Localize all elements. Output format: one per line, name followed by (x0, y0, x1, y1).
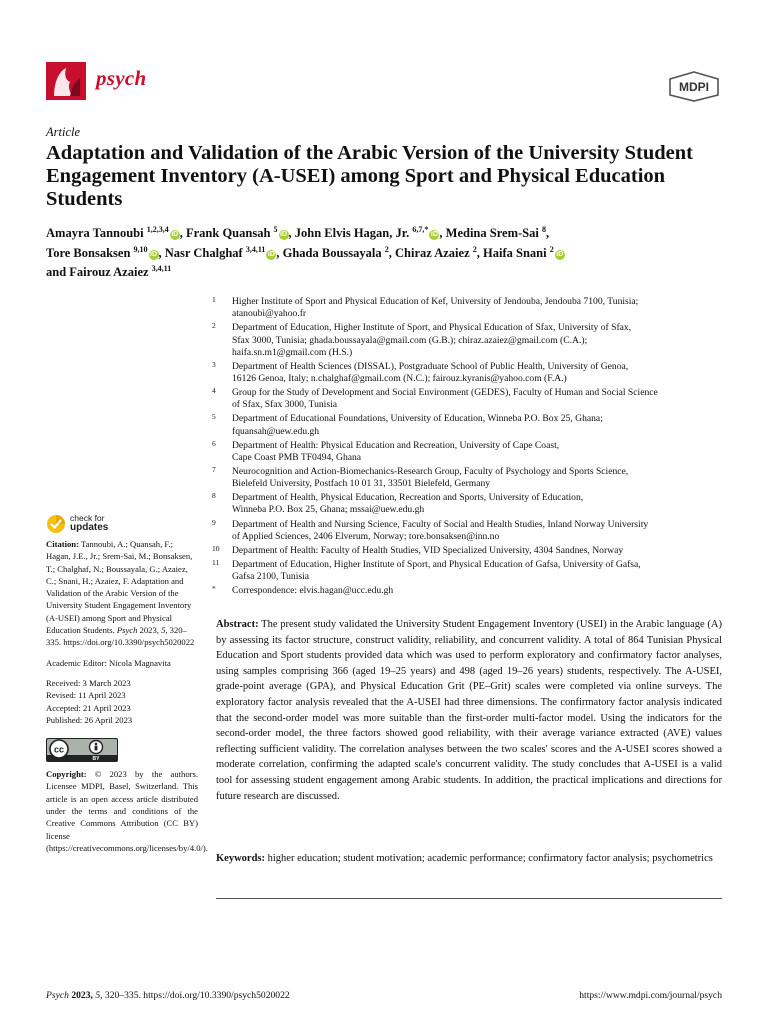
affiliation-line: Department of Education, Higher Institute of Sport, and Physical Education of Gafsa, University of Gafsa, (232, 558, 641, 570)
author-name: Ghada Boussayala (282, 245, 382, 260)
check-for-updates-text (70, 513, 108, 533)
published-date: Published: 26 April 2023 (46, 714, 133, 725)
affiliation-line: Correspondence: elvis.hagan@ucc.edu.gh (232, 585, 394, 597)
author-name: Haifa Snani (483, 245, 547, 260)
affiliation-number: * (212, 584, 216, 594)
footer-citation: Psych 2023, 5, 320–335. https://doi.org/10.3390/psych5020022 (46, 990, 290, 1001)
author-name: John Elvis Hagan, Jr. (294, 226, 410, 241)
citation-pages: , 320–335. https://doi.org/10.3390/psych5020022 (46, 625, 195, 648)
affiliation-line: Department of Health Sciences (DISSAL), Postgraduate School of Public Health, University of Genoa, (232, 360, 629, 372)
affiliation-line: of Sfax, Sfax 3000, Tunisia (232, 399, 338, 411)
article-type: Article (46, 125, 81, 139)
affiliation-line: fquansah@uew.edu.gh (232, 425, 320, 437)
affiliation-line: haifa.sn.m1@gmail.com (H.S.) (232, 346, 353, 358)
affiliation-line: Department of Educational Foundations, University of Education, Winneba P.O. Box 25, Ghana; (232, 413, 603, 425)
affiliation-item (212, 559, 732, 583)
affiliation-line: of Applied Sciences, 2406 Elverum, Norway; tore.bonsaksen@inn.no (232, 530, 500, 542)
author-name: Chiraz Azaiez (395, 245, 470, 260)
affiliation-line: Neurocognition and Action-Biomechanics-Research Group, Faculty of Psychology and Sports Science, (232, 465, 629, 477)
affiliation-item (212, 322, 732, 359)
affiliation-item (212, 466, 732, 490)
orcid-icon[interactable]: iD (267, 250, 275, 258)
author-item (186, 226, 289, 240)
academic-editor: Academic Editor: Nicola Magnavita (46, 657, 171, 668)
abstract (216, 617, 722, 804)
orcid-icon[interactable]: iD (280, 231, 288, 239)
affiliation-line: 16126 Genoa, Italy; n.chalghaf@gmail.com (N.C.); fairouz.kyranis@yahoo.com (F.A.) (232, 373, 567, 384)
keywords (216, 851, 722, 867)
affiliation-line: Bielefeld University, Postfach 10 01 31, 33501 Bielefeld, Germany (232, 478, 491, 490)
check-for-label: check for (70, 513, 105, 523)
updates-label: updates (70, 522, 109, 533)
affiliations (212, 296, 732, 599)
copyright-notice (46, 768, 208, 854)
affiliation-line: Sfax 3000, Tunisia; ghada.boussayala@gmail.com (G.B.); chiraz.azaiez@gmail.com (C.A.); (232, 334, 588, 346)
affiliation-number: 11 (212, 557, 220, 567)
affiliation-line: atanoubi@yahoo.fr (232, 308, 307, 320)
author-name: Tore Bonsaksen (46, 245, 131, 260)
author-affiliation-marker: 1,2,3,4 (146, 225, 169, 234)
affiliation-item (212, 361, 732, 385)
orcid-icon[interactable]: iD (150, 250, 158, 258)
received-date: Received: 3 March 2023 (46, 677, 131, 688)
copyright-text: © 2023 by the authors. Licensee MDPI, Basel, Switzerland. This article is an open access article distributed under the terms and conditions of the Creative Commons Attribution (CC BY) license (https://creativecommons.org/licenses/by/4.0/). (46, 769, 208, 853)
author-item (165, 246, 277, 260)
affiliation-number: 1 (212, 295, 216, 304)
affiliation-item (212, 413, 732, 437)
footer-journal-url[interactable]: https://www.mdpi.com/journal/psych (579, 990, 722, 1001)
author-item (395, 246, 477, 260)
affiliation-item (212, 492, 732, 516)
journal-name: psych (96, 66, 147, 90)
affiliation-line: Winneba P.O. Box 25, Ghana; mssai@uew.edu.gh (232, 504, 425, 516)
author-name: Medina Srem-Sai (445, 226, 539, 241)
abstract-text: The present study validated the University Student Engagement Inventory (USEI) in the Arabic language (A) by assessing its factor structure, construct validity, reliability, and concurrent validity. A total of 864 Tunisian Physical Education and Sport students provided data which was used to perform exploratory and confirmatory factor analyses, using samples comprising 366 (aged 19–25 years) and 498 (aged 19–26 years) students, respectively. The A-USEI, grade-point average (GPA), and Physical Education Grit (PE–Grit) scales were completed via online surveys. The exploratory factor analysis revealed that the A-USEI had three dimensions. The confirmatory factor analysis indicated that the second-order model was more suitable than the first-order multi-factor model. Using the indicators for the second-order model, the three factors showed good reliability, with their average variance extracted (AVE) values reflecting sufficient validity. The correlation analyses between the two scales' scores and the A-USEI scores showed a moderate correlation, confirming the adapted scale's concurrent validity. The study concludes that A-USEI is a valid tool for assessing student engagement among Arabic students. In addition, the practical implications and directions for future research are discussed. (216, 619, 722, 802)
sidebar (46, 538, 208, 854)
author-affiliation-marker: 3,4,11 (245, 244, 266, 254)
affiliation-line: Department of Health: Faculty of Health Studies, VID Specialized University, 4304 Sandnes, Norway (232, 544, 624, 556)
section-divider (216, 898, 722, 899)
affiliation-line: Cape Coast PMB TF0494, Ghana (232, 451, 362, 463)
footer-doi: , 320–335. https://doi.org/10.3390/psych5020022 (100, 990, 290, 1001)
affiliation-line: Gafsa 2100, Tunisia (232, 571, 310, 583)
citation: Citation: Tannoubi, A.; Quansah, F.; Hagan, J.E., Jr.; Srem-Sai, M.; Bonsaksen, T.; Chalghaf, N.; Boussayala, G.; Azaiez, C.; Snani, H.; Azaiez, F. Adaptation and Validation of the Arabic Version of the University Student Engagement Inventory (A-USEI) among Sport and Physical Education Students. Psych 2023, 5, 320–335. https://doi.org/10.3390/psych5020022 (46, 539, 195, 648)
author-name: Nasr Chalghaf (164, 245, 243, 260)
affiliation-number: 4 (212, 386, 216, 396)
author-item (283, 246, 389, 260)
author-affiliation-marker: 2 (549, 244, 554, 254)
orcid-icon[interactable]: iD (171, 231, 179, 239)
affiliation-item (212, 545, 732, 557)
affiliation-number: 7 (212, 464, 216, 474)
mdpi-logo-icon (666, 70, 722, 102)
orcid-icon[interactable]: iD (430, 231, 438, 239)
affiliation-number: 3 (212, 359, 216, 369)
check-for-updates-icon (46, 514, 66, 534)
article-title: Adaptation and Validation of the Arabic Version of the University Student Engagement Inventory (A-USEI) among Sport and Physical Education Students (46, 142, 693, 210)
author-item (69, 265, 171, 279)
author-affiliation-marker: 9,10 (133, 244, 148, 254)
orcid-icon[interactable]: iD (556, 250, 564, 258)
keywords-text: higher education; student motivation; academic performance; confirmatory factor analysis; psychometrics (265, 853, 713, 864)
author-affiliation-marker: 5 (273, 225, 278, 234)
affiliation-item (212, 585, 732, 597)
affiliation-number: 9 (212, 517, 216, 527)
affiliation-line: Department of Education, Higher Institute of Sport, and Physical Education of Sfax, University of Sfax, (232, 322, 632, 334)
author-and: and (46, 265, 67, 280)
author-item (483, 246, 565, 260)
journal-logo-icon (46, 62, 86, 100)
author-affiliation-marker: 3,4,11 (151, 264, 172, 274)
cc-by-text: BY (92, 756, 100, 763)
revised-date: Revised: 11 April 2023 (46, 690, 126, 701)
keywords-label: Keywords: (216, 853, 265, 864)
affiliation-item (212, 440, 732, 464)
affiliation-item (212, 296, 732, 320)
affiliation-line: Department of Health, Physical Education, Recreation and Sports, University of Education, (232, 492, 584, 504)
citation-text: Tannoubi, A.; Quansah, F.; Hagan, J.E., Jr.; Srem-Sai, M.; Bonsaksen, T.; Chalghaf, N.; Boussayala, G.; Azaiez, C.; Snani, H.; Azaiez, F. Adaptation and Validation of the Arabic Version of the University Student Engagement Inventory (A-USEI) among Sport and Physical Education Students. (46, 539, 193, 636)
cc-by-license-icon[interactable] (46, 738, 118, 762)
affiliation-number: 10 (212, 543, 220, 553)
citation-label: Citation: (46, 539, 79, 549)
author-affiliation-marker: 2 (472, 244, 477, 254)
affiliation-number: 6 (212, 438, 216, 448)
svg-text:cc: cc (53, 744, 65, 755)
affiliation-item (212, 387, 732, 411)
author-item (46, 226, 180, 240)
affiliation-item (212, 519, 732, 543)
affiliation-number: 2 (212, 321, 216, 331)
affiliation-line: Department of Health: Physical Education and Recreation, University of Cape Coast, (232, 439, 560, 451)
accepted-date: Accepted: 21 April 2023 (46, 702, 131, 713)
author-name: Fairouz Azaiez (69, 265, 149, 280)
affiliation-line: Department of Health and Nursing Science, Faculty of Social and Health Studies, Inland Norway University (232, 518, 649, 530)
author-name: Amayra Tannoubi (46, 226, 144, 241)
affiliation-number: 5 (212, 412, 216, 422)
affiliation-line: Higher Institute of Sport and Physical Education of Kef, University of Jendouba, Jendouba 7100, Tunisia; (232, 296, 639, 307)
author-list: Amayra Tannoubi $^{1,2,3,4}$iD , Frank Quansah $^5$iD , John Elvis Hagan, Jr. $^{6,7,*}$iD , Medina Srem-Sai $^8$, Tore Bonsaksen $^{9,10}$iD , Nasr Chalghaf $^{3,4,11}$iD , Ghada Boussayala $^2$, Chiraz Azaiez $^2$, Haifa Snani $^2$iD and Fairouz Azaiez $^{3,4,11}$ (46, 225, 564, 280)
author-affiliation-marker: 6,7,* (412, 225, 429, 234)
mdpi-logo-text: MDPI (679, 80, 709, 94)
citation-journal: Psych (116, 625, 138, 636)
copyright-label: Copyright: (46, 769, 87, 780)
author-affiliation-marker: 2 (384, 244, 389, 254)
author-name: Frank Quansah (185, 226, 271, 241)
author-item (46, 246, 159, 260)
author-item (446, 226, 546, 240)
check-for-updates-button[interactable] (46, 512, 156, 536)
author-item (295, 226, 440, 240)
abstract-label: Abstract: (216, 619, 259, 630)
author-affiliation-marker: 8 (541, 225, 546, 234)
affiliation-number: 8 (212, 491, 216, 501)
affiliation-line: Group for the Study of Development and Social Environment (GEDES), Faculty of Human and Social Science (232, 387, 658, 399)
